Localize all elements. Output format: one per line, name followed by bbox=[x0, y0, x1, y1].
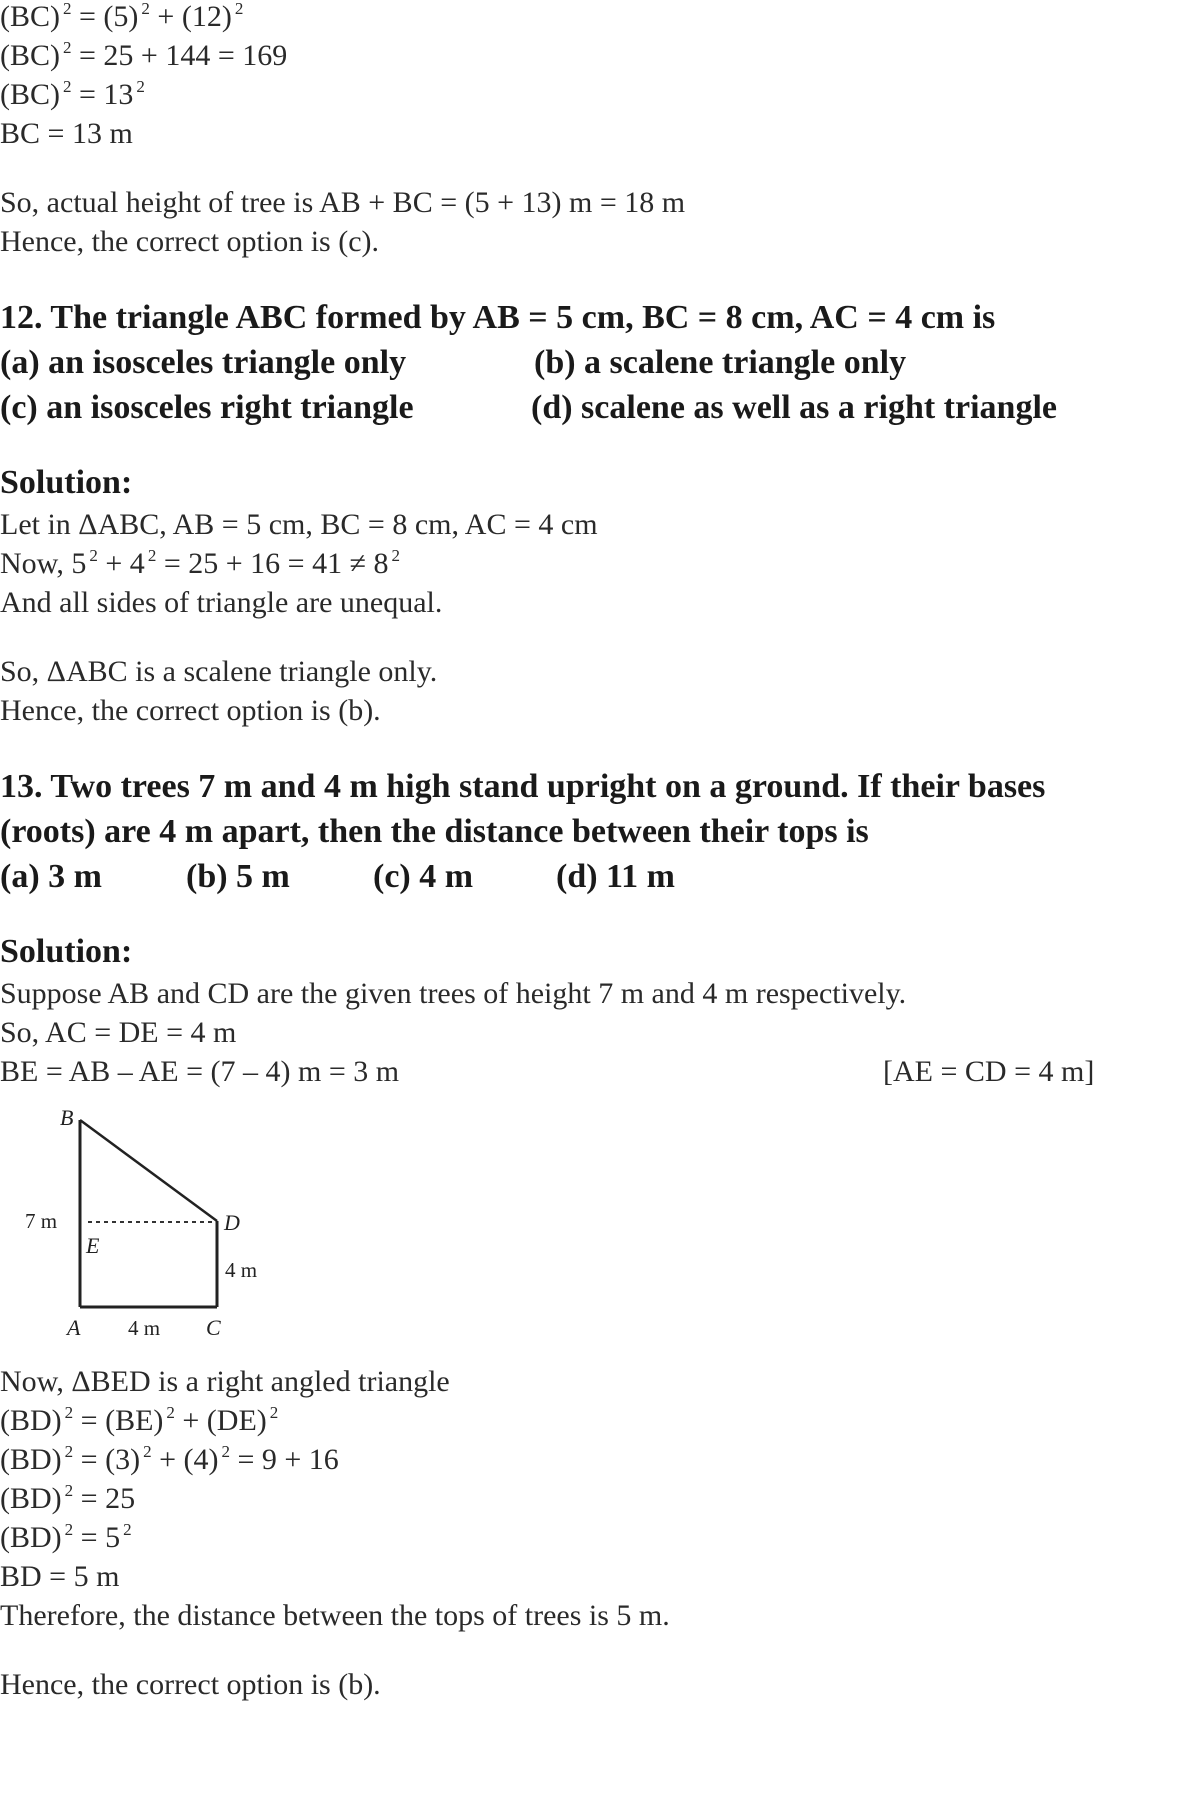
exponent: 2 bbox=[63, 38, 72, 57]
term: = 13 bbox=[71, 78, 134, 111]
option-b: (b) 5 m bbox=[186, 858, 290, 895]
text: So, ΔABC is a scalene triangle only. bbox=[0, 655, 438, 688]
text: Hence, the correct option is (c). bbox=[0, 225, 379, 258]
exponent: 2 bbox=[391, 546, 401, 565]
label-7m: 7 m bbox=[25, 1209, 58, 1233]
term: + (4) bbox=[151, 1443, 219, 1476]
solution-line bbox=[0, 1365, 1198, 1399]
exponent: 2 bbox=[234, 0, 244, 18]
option-a: (a) an isosceles triangle only bbox=[0, 344, 407, 381]
question-13-text-line-1 bbox=[0, 767, 1198, 807]
answer-line bbox=[0, 1668, 1198, 1702]
answer-line bbox=[0, 694, 1198, 728]
hypotenuse-bd-line bbox=[80, 1120, 217, 1221]
term: BC = 13 m bbox=[0, 117, 133, 150]
equation-line bbox=[0, 117, 1198, 151]
equation-line bbox=[0, 39, 1198, 73]
answer-line bbox=[0, 225, 1198, 259]
equation-line bbox=[0, 0, 1198, 34]
term: = (BE) bbox=[73, 1404, 164, 1437]
term: = 25 + 16 = 41 ≠ 8 bbox=[156, 547, 389, 580]
exponent: 2 bbox=[147, 546, 157, 565]
exponent: 2 bbox=[221, 1442, 230, 1461]
solution-line bbox=[0, 508, 1198, 542]
exponent: 2 bbox=[64, 1442, 74, 1461]
spacer bbox=[0, 902, 1198, 932]
bracket-note: [AE = CD = 4 m] bbox=[883, 1055, 1095, 1088]
term: Now, 5 bbox=[0, 547, 87, 580]
text: Solution: bbox=[0, 464, 133, 501]
exponent: 2 bbox=[64, 1403, 74, 1422]
solution-heading bbox=[0, 932, 1198, 972]
spacer bbox=[0, 1638, 1198, 1668]
text: Solution: bbox=[0, 933, 133, 970]
option-b: (b) a scalene triangle only bbox=[534, 344, 907, 381]
solution-heading bbox=[0, 463, 1198, 503]
point-label-a: A bbox=[67, 1315, 81, 1340]
label-4m-cd: 4 m bbox=[225, 1258, 258, 1282]
term: BD = 5 m bbox=[0, 1560, 120, 1593]
question-13-options bbox=[0, 857, 1198, 897]
term: = 25 + 144 = 169 bbox=[71, 39, 288, 72]
trees-diagram bbox=[0, 1095, 300, 1345]
term: = 5 bbox=[73, 1521, 121, 1554]
exponent: 2 bbox=[64, 1481, 74, 1500]
label-4m-ac: 4 m bbox=[128, 1316, 161, 1340]
exponent: 2 bbox=[141, 0, 150, 18]
term: = 9 + 16 bbox=[229, 1443, 339, 1476]
diagram-container bbox=[0, 1095, 1198, 1345]
equation-line bbox=[0, 1560, 1198, 1594]
text: Therefore, the distance between the tops of trees is 5 m. bbox=[0, 1599, 670, 1632]
equation-line bbox=[0, 1443, 1198, 1477]
equation-line bbox=[0, 1521, 1198, 1555]
term: BE = AB – AE = (7 – 4) m = 3 m bbox=[0, 1055, 400, 1088]
question-12-text bbox=[0, 298, 1198, 338]
exponent: 2 bbox=[63, 0, 72, 18]
option-d: (d) 11 m bbox=[556, 858, 675, 895]
text: (roots) are 4 m apart, then the distance between their tops is bbox=[0, 813, 869, 850]
exponent: 2 bbox=[269, 1403, 279, 1422]
solution-line bbox=[0, 586, 1198, 620]
term: = (3) bbox=[73, 1443, 141, 1476]
term: (BD) bbox=[0, 1404, 62, 1437]
text: 13. Two trees 7 m and 4 m high stand upright on a ground. If their bases bbox=[0, 768, 1046, 805]
solution-line bbox=[0, 655, 1198, 689]
option-d: (d) scalene as well as a right triangle bbox=[531, 389, 1057, 426]
point-label-b: B bbox=[60, 1105, 74, 1130]
equation-line bbox=[0, 78, 1198, 112]
spacer bbox=[0, 625, 1198, 655]
solution-line bbox=[0, 1055, 1198, 1089]
term: = 25 bbox=[73, 1482, 136, 1515]
exponent: 2 bbox=[136, 77, 145, 96]
exponent: 2 bbox=[166, 1403, 175, 1422]
exponent: 2 bbox=[89, 546, 98, 565]
equation-line bbox=[0, 1404, 1198, 1438]
spacer bbox=[0, 156, 1198, 186]
term: + (DE) bbox=[174, 1404, 267, 1437]
text: Let in ΔABC, AB = 5 cm, BC = 8 cm, AC = 4 cm bbox=[0, 508, 598, 541]
solution-line bbox=[0, 1016, 1198, 1050]
option-a: (a) 3 m bbox=[0, 858, 102, 895]
term: = (5) bbox=[71, 0, 139, 33]
exponent: 2 bbox=[63, 77, 72, 96]
term: (BC) bbox=[0, 78, 60, 111]
question-12-options-row-1 bbox=[0, 343, 1198, 383]
text: So, AC = DE = 4 m bbox=[0, 1016, 237, 1049]
solution-line bbox=[0, 1599, 1198, 1633]
solution-line bbox=[0, 547, 1198, 581]
term: (BD) bbox=[0, 1521, 62, 1554]
term: + (12) bbox=[149, 0, 232, 33]
text: Suppose AB and CD are the given trees of height 7 m and 4 m respectively. bbox=[0, 977, 907, 1010]
text: Now, ΔBED is a right angled triangle bbox=[0, 1365, 450, 1398]
option-c: (c) an isosceles right triangle bbox=[0, 389, 414, 426]
question-13-text-line-2 bbox=[0, 812, 1198, 852]
point-label-d: D bbox=[224, 1210, 240, 1235]
text: And all sides of triangle are unequal. bbox=[0, 586, 443, 619]
point-label-e: E bbox=[86, 1233, 100, 1258]
term: (BD) bbox=[0, 1443, 62, 1476]
term: + 4 bbox=[97, 547, 145, 580]
option-c: (c) 4 m bbox=[373, 858, 474, 895]
solution-line bbox=[0, 977, 1198, 1011]
equation-line bbox=[0, 1482, 1198, 1516]
text: Hence, the correct option is (b). bbox=[0, 694, 381, 727]
spacer bbox=[0, 733, 1198, 767]
spacer bbox=[0, 264, 1198, 298]
term: (BC) bbox=[0, 0, 60, 33]
text: So, actual height of tree is AB + BC = (5 + 13) m = 18 m bbox=[0, 186, 686, 219]
text: Hence, the correct option is (b). bbox=[0, 1668, 381, 1701]
term: (BD) bbox=[0, 1482, 62, 1515]
question-12-options-row-2 bbox=[0, 388, 1198, 428]
term: (BC) bbox=[0, 39, 60, 72]
point-label-c: C bbox=[206, 1315, 221, 1340]
exponent: 2 bbox=[143, 1442, 152, 1461]
exponent: 2 bbox=[64, 1520, 74, 1539]
text: 12. The triangle ABC formed by AB = 5 cm, BC = 8 cm, AC = 4 cm is bbox=[0, 299, 996, 336]
exponent: 2 bbox=[123, 1520, 132, 1539]
spacer bbox=[0, 433, 1198, 463]
conclusion-line bbox=[0, 186, 1198, 220]
